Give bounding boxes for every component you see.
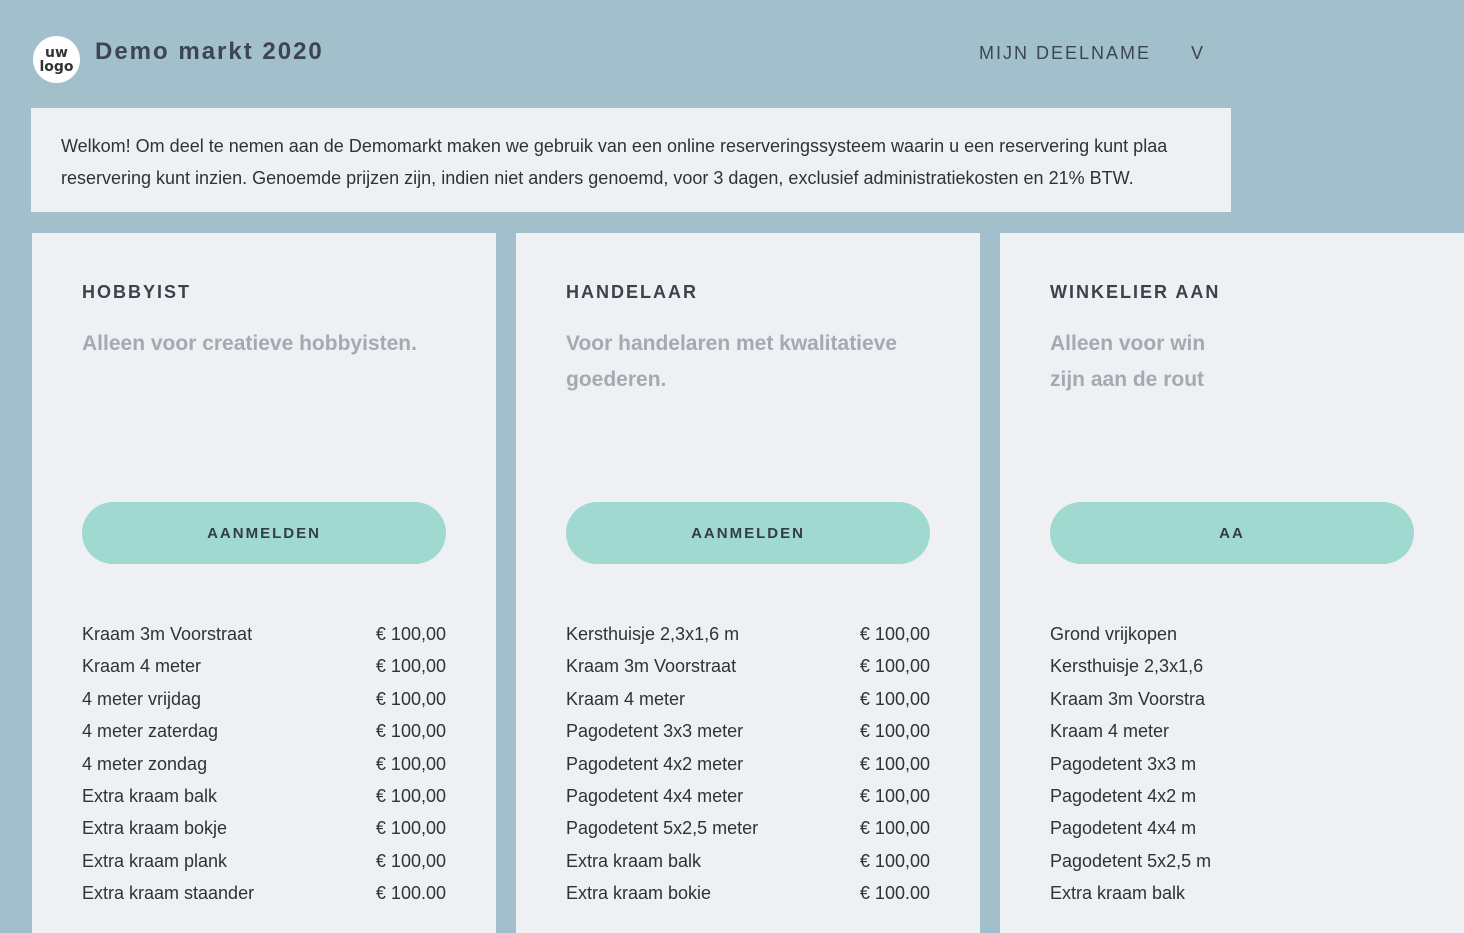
logo-text: uw logo: [39, 44, 74, 75]
item-name: Extra kraam staander: [82, 883, 255, 904]
pricing-card-winkelier: [1000, 233, 1464, 933]
register-button[interactable]: AANMELDEN: [82, 502, 446, 564]
item-price: € 100.00: [859, 883, 930, 904]
nav-item-2[interactable]: V: [1191, 43, 1206, 63]
list-item: [566, 812, 930, 844]
card-description: Voor handelaren met kwalitatieve goederen.: [566, 332, 898, 391]
list-item: [82, 812, 446, 844]
item-price: € 100,00: [859, 656, 930, 677]
item-name: Grond vrijkopen: [1050, 624, 1178, 644]
list-item: [1050, 812, 1414, 844]
item-name: Kraam 4 meter: [566, 688, 686, 709]
item-price: € 100,00: [859, 850, 930, 871]
item-name: Kraam 3m Voorstraat: [82, 624, 253, 644]
item-name: Pagodetent 4x4 meter: [566, 785, 744, 806]
item-price: € 100,00: [859, 753, 930, 774]
item-price: € 100,00: [375, 785, 446, 806]
item-price: € 100.00: [375, 883, 446, 904]
list-item: [82, 618, 446, 650]
item-price: € 100,00: [375, 688, 446, 709]
list-item: [82, 650, 446, 682]
list-item: [82, 877, 446, 909]
item-name: Kraam 4 meter: [82, 656, 202, 677]
list-item: [566, 683, 930, 715]
list-item: [1050, 845, 1414, 877]
item-name: Extra kraam plank: [82, 850, 228, 871]
list-item: [566, 715, 930, 747]
item-name: Pagodetent 3x3 m: [1050, 753, 1197, 774]
register-button[interactable]: AANMELDEN: [566, 502, 930, 564]
list-item: [82, 683, 446, 715]
item-name: Extra kraam balk: [566, 850, 702, 871]
price-list: [1050, 618, 1414, 910]
item-price: € 100,00: [375, 656, 446, 677]
list-item: [1050, 715, 1414, 747]
item-name: 4 meter zondag: [82, 753, 208, 774]
item-price: € 100,00: [859, 624, 930, 644]
card-description: Alleen voor creatieve hobbyisten.: [82, 332, 417, 355]
list-item: [82, 845, 446, 877]
item-name: Extra kraam balk: [1050, 883, 1186, 904]
list-item: [566, 877, 930, 909]
list-item: [566, 650, 930, 682]
list-item: [1050, 650, 1414, 682]
item-name: Extra kraam bokje: [82, 818, 228, 839]
item-price: € 100,00: [375, 624, 446, 644]
item-price: € 100,00: [375, 818, 446, 839]
list-item: [566, 845, 930, 877]
item-name: Kraam 3m Voorstraat: [566, 656, 737, 677]
item-price: € 100,00: [859, 721, 930, 742]
item-price: € 100,00: [859, 818, 930, 839]
price-list: [566, 618, 930, 910]
list-item: [82, 715, 446, 747]
card-title: HANDELAAR: [566, 282, 698, 302]
item-price: € 100,00: [859, 688, 930, 709]
pricing-card-hobbyist: [32, 233, 496, 933]
logo[interactable]: [33, 36, 80, 83]
register-button[interactable]: AA: [1050, 502, 1414, 564]
site-title: Demo markt 2020: [95, 38, 324, 65]
item-name: Pagodetent 4x2 m: [1050, 785, 1197, 806]
nav-mijn-deelname[interactable]: MIJN DEELNAME: [979, 43, 1152, 63]
list-item: [1050, 748, 1414, 780]
item-name: Pagodetent 4x4 m: [1050, 818, 1197, 839]
list-item: [1050, 683, 1414, 715]
item-price: € 100,00: [859, 785, 930, 806]
card-title: HOBBYIST: [82, 282, 192, 302]
card-description: Alleen voor win zijn aan de rout: [1050, 332, 1206, 391]
item-price: € 100,00: [375, 721, 446, 742]
list-item: [566, 618, 930, 650]
item-name: Kraam 3m Voorstra: [1050, 688, 1206, 709]
card-title: WINKELIER AAN: [1050, 282, 1221, 302]
list-item: [566, 780, 930, 812]
item-name: Extra kraam balk: [82, 785, 218, 806]
item-name: 4 meter zaterdag: [82, 721, 219, 742]
item-name: Kersthuisje 2,3x1,6: [1050, 656, 1204, 677]
item-name: Pagodetent 5x2,5 m: [1050, 850, 1212, 871]
item-name: 4 meter vrijdag: [82, 688, 202, 709]
item-name: Pagodetent 4x2 meter: [566, 753, 744, 774]
item-name: Pagodetent 5x2,5 meter: [566, 818, 759, 839]
list-item: [1050, 618, 1414, 650]
welcome-banner: [31, 108, 1231, 212]
welcome-text: Welkom! Om deel te nemen aan de Demomarkt maken we gebruik van een online reserveringssysteem waarin u een reservering kunt plaa reservering kunt inzien. Genoemde prijzen zijn, indien niet anders genoemd, voor 3 dagen, exclusief administratiekosten en 21% BTW.: [61, 136, 1168, 188]
item-price: € 100,00: [375, 850, 446, 871]
list-item: [566, 748, 930, 780]
list-item: [1050, 780, 1414, 812]
item-price: € 100,00: [375, 753, 446, 774]
price-list: [82, 618, 446, 910]
pricing-card-handelaar: [516, 233, 980, 933]
item-name: Kraam 4 meter: [1050, 721, 1170, 742]
item-name: Kersthuisje 2,3x1,6 m: [566, 624, 740, 644]
list-item: [82, 780, 446, 812]
item-name: Pagodetent 3x3 meter: [566, 721, 744, 742]
site-header: [0, 0, 1206, 108]
list-item: [1050, 877, 1414, 909]
item-name: Extra kraam bokie: [566, 883, 712, 904]
list-item: [82, 748, 446, 780]
